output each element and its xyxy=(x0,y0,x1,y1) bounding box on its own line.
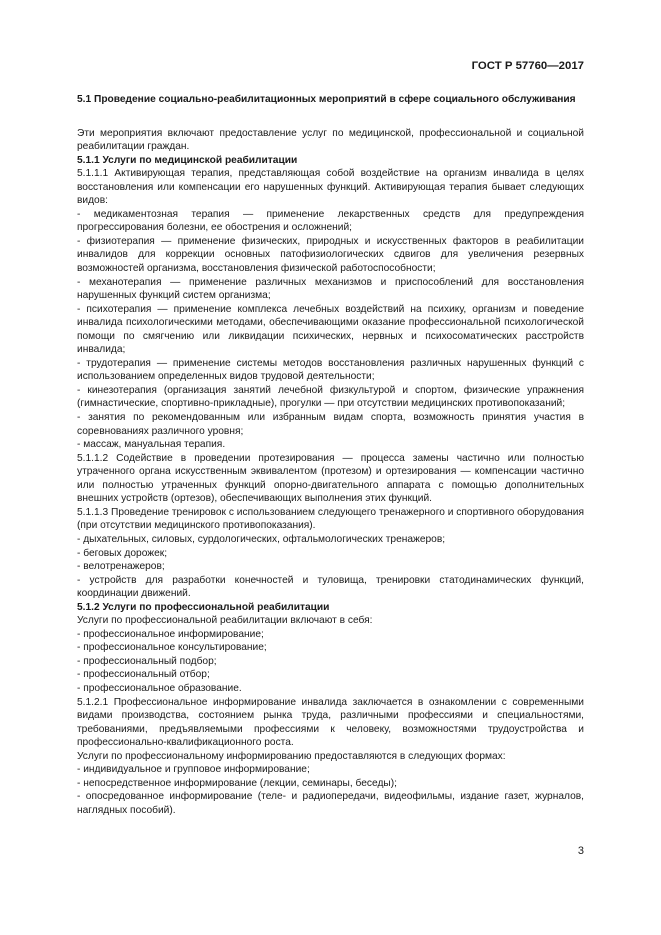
list-item-occupational: - трудотерапия — применение системы методов восстановления различных нарушенных функций с использованием определенных видов трудовой деятельности; xyxy=(77,357,584,383)
list-item-kinesiotherapy: - кинезотерапия (организация занятий лечебной физкультурой и спортом, физические упражнения (гимнастические, спортивно-прикладные), прогулки — при отсутствии медицинских противопоказаний; xyxy=(77,384,584,410)
list-item-physiotherapy: - физиотерапия — применение физических, природных и искусственных факторов в реабилитации инвалидов для коррекции основных патофизиологических сдвигов для увеличения резервных возможностей организма, восстановления физической работоспособности; xyxy=(77,235,584,275)
list-item-form-group: - индивидуальное и групповое информирование; xyxy=(77,764,310,776)
paragraph-5-1-1-1: 5.1.1.1 Активирующая терапия, представляющая собой воздействие на организм инвалида в целях восстановления или компенсации его нарушенных функций. Активирующая терапия бывает следующих видов: xyxy=(77,168,584,207)
list-item-devices: - устройств для разработки конечностей и туловища, тренировки статодинамических функций, координации движений. xyxy=(77,574,584,600)
paragraph-5-1-1-2: 5.1.1.2 Содействие в проведении протезирования — процесса замены частично или полностью утраченного органа искусственным эквивалентом (протезом) и ортезирования — компенсации частично или полностью утраченных функций опорно-двигательного аппарата с помощью дополнительных внешних устройств (ортезов), обеспечивающих выполнения этих функций. xyxy=(77,452,584,505)
prof-intro: Услуги по профессиональной реабилитации включают в себя: xyxy=(77,615,373,627)
list-item-sport: - занятия по рекомендованным или избранным видам спорта, возможность принятия участия в соревнованиях различного уровня; xyxy=(77,412,584,437)
list-item-form-direct: - непосредственное информирование (лекции, семинары, беседы); xyxy=(77,777,397,789)
list-item-medication: - медикаментозная терапия — применение лекарственных средств для предупреждения прогрессирования болезни, ее обострения и осложнений; xyxy=(77,208,584,234)
list-item-psychotherapy: - психотерапия — применение комплекса лечебных воздействий на психику, организм и поведение инвалида психологическими методами, обеспечивающими оказание профессиональной психологической помощи по смягчению или ликвидации психических, нервных и психосоматических расстройств инвалида; xyxy=(77,303,584,356)
list-item-mechanotherapy: - механотерапия — применение различных механизмов и приспособлений для восстановления нарушенных функций систем организма; xyxy=(77,276,584,302)
standard-number: ГОСТ Р 57760—2017 xyxy=(471,60,584,72)
forms-intro: Услуги по профессиональному информированию предоставляются в следующих формах: xyxy=(77,750,506,762)
intro-paragraph: Эти мероприятия включают предоставление услуг по медицинской, профессиональной и социальной реабилитации граждан. xyxy=(77,127,584,153)
list-item-prof-info: - профессиональное информирование; xyxy=(77,628,264,640)
list-item-prof-consult: - профессиональное консультирование; xyxy=(77,642,267,654)
list-item-prof-selection: - профессиональный подбор; xyxy=(77,655,217,667)
list-item-prof-education: - профессиональное образование. xyxy=(77,682,242,694)
prof-section-title: 5.1.2 Услуги по профессиональной реабилитации xyxy=(77,601,330,613)
list-item-form-mediated: - опосредованное информирование (теле- и радиопередачи, видеофильмы, издание газет, журналов, наглядных пособий). xyxy=(77,791,584,816)
list-item-prof-choice: - профессиональный отбор; xyxy=(77,669,210,681)
paragraph-5-1-2-1: 5.1.2.1 Профессиональное информирование инвалида заключается в ознакомлении с современными видами производства, состоянием рынка труда, различными профессиями и специальностями, требованиями, предъявляемыми профессиями к человеку, возможностями трудоустройства и профессионально-квалификационного роста. xyxy=(77,696,584,749)
paragraph-5-1-1-3: 5.1.1.3 Проведение тренировок с использованием следующего тренажерного и спортивного оборудования (при отсутствии медицинского противопоказания). xyxy=(77,506,584,532)
list-item-bikes: - велотренажеров; xyxy=(77,561,165,573)
page-number: 3 xyxy=(577,845,584,857)
list-item-treadmills: - беговых дорожек; xyxy=(77,547,168,559)
list-item-trainers: - дыхательных, силовых, сурдологических, офтальмологических тренажеров; xyxy=(77,533,446,545)
page-content xyxy=(77,93,584,817)
med-section-title: 5.1.1 Услуги по медицинской реабилитации xyxy=(77,154,298,166)
section-title: 5.1 Проведение социально-реабилитационных мероприятий в сфере социального обслуживания xyxy=(77,94,576,105)
list-item-massage: - массаж, мануальная терапия. xyxy=(77,439,226,451)
